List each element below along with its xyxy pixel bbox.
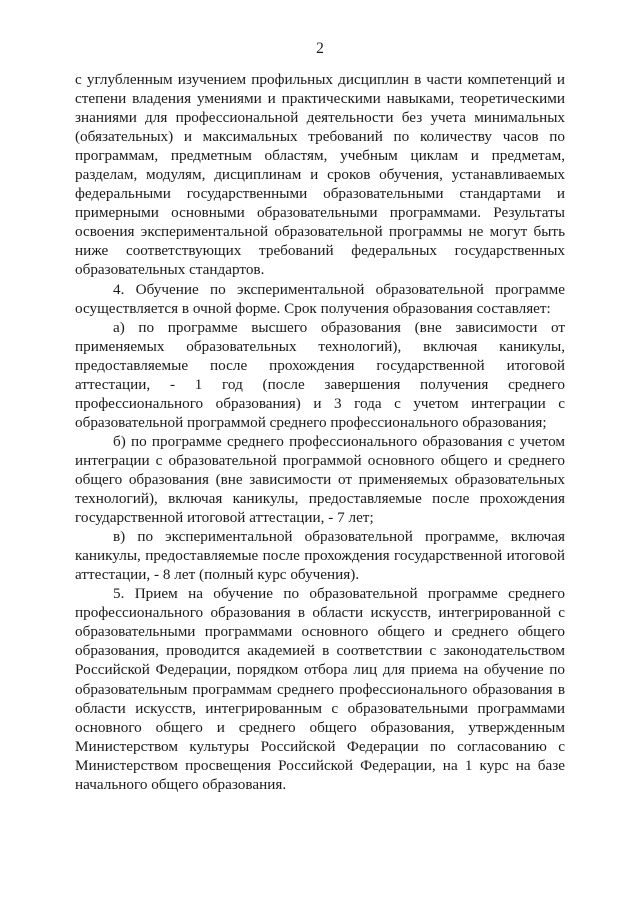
paragraph-item-5: 5. Прием на обучение по образовательной программе среднего профессионального образования в области искусств, интегрированной с образовательными программами основного общего и среднего общего образования, проводится академией в соответствии с законодательством Российской Федерации, порядком отбора лиц для приема на обучение по образовательным программам среднего профессионального образования в области искусств, интегрированным с образовательными программами основного общего и среднего общего образования, утвержденным Министерством культуры Российской Федерации по согласованию с Министерством просвещения Российской Федерации, на 1 курс на базе начального общего образования. [75, 585, 565, 793]
paragraph-subitem-v: в) по экспериментальной образовательной программе, включая каникулы, предоставляемые после прохождения государственной итоговой аттестации, - 8 лет (полный курс обучения). [75, 528, 565, 584]
paragraph-item-4: 4. Обучение по экспериментальной образовательной программе осуществляется в очной форме. Срок получения образования составляет: [75, 280, 565, 317]
page-number: 2 [316, 40, 324, 57]
paragraph-subitem-b: б) по программе среднего профессионального образования с учетом интеграции с образовательной программой основного общего и среднего общего образования (вне зависимости от применяемых образовательных технологий), включая каникулы, предоставляемые после прохождения государственной итоговой аттестации, - 7 лет; [75, 432, 565, 527]
document-body [75, 70, 565, 794]
paragraph-continuation: с углубленным изучением профильных дисциплин в части компетенций и степени владения умениями и практическими навыками, теоретическими знаниями для профессиональной деятельности без учета минимальных (обязательных) и максимальных требований по количеству часов по программам, предметным областям, учебным циклам и предметам, разделам, модулям, дисциплинам и сроков обучения, устанавливаемых федеральными государственными образовательными стандартами и примерными основными образовательными программами. Результаты освоения экспериментальной образовательной программы не могут быть ниже соответствующих требований федеральных государственных образовательных стандартов. [75, 71, 565, 279]
paragraph-subitem-a: а) по программе высшего образования (вне зависимости от применяемых образовательных технологий), включая каникулы, предоставляемые после прохождения государственной итоговой аттестации, - 1 год (после завершения получения среднего профессионального образования) и 3 года с учетом интеграции с образовательной программой среднего профессионального образования; [75, 318, 565, 431]
